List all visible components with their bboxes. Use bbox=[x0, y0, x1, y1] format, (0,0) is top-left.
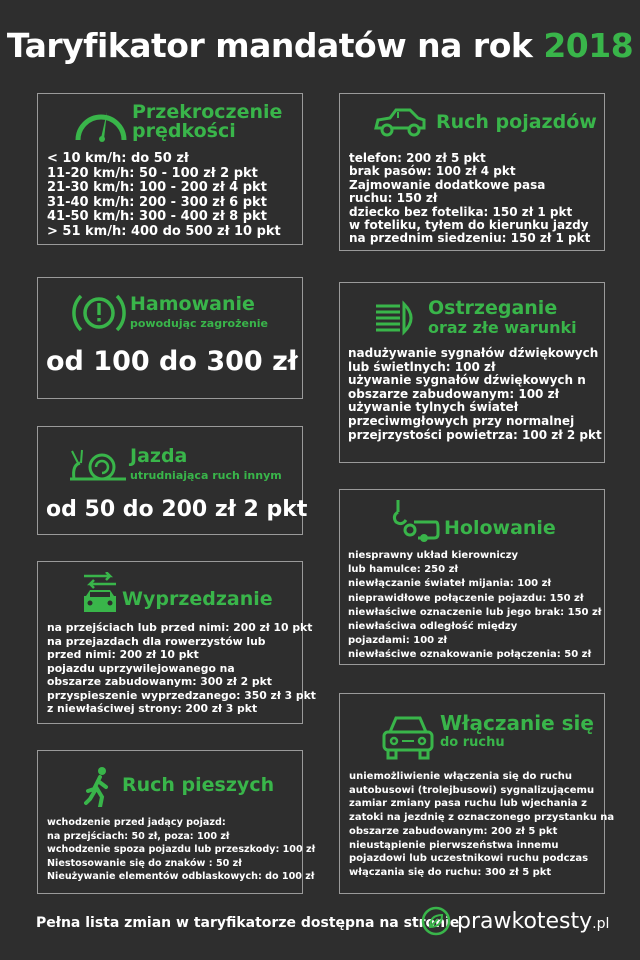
snail-icon bbox=[64, 445, 130, 487]
list-item: przyspieszenie wyprzedzanego: 350 zł 3 pkt bbox=[47, 688, 316, 702]
list-item: obszarze zabudowanym: 100 zł bbox=[348, 386, 560, 401]
brake-warning-icon bbox=[72, 290, 126, 336]
card-title: Hamowanie bbox=[130, 292, 255, 315]
card-body bbox=[349, 770, 614, 880]
list-item: nadużywanie sygnałów dźwiękowych bbox=[348, 346, 599, 360]
list-item: Niestosowanie się do znaków : 50 zł bbox=[47, 857, 242, 869]
headlight-icon bbox=[374, 300, 420, 336]
list-item: wchodzenie spoza pojazdu lub przeszkody: 100 zł bbox=[47, 844, 316, 856]
card-merging bbox=[339, 693, 615, 894]
card-body bbox=[47, 816, 315, 884]
brand-logo[interactable] bbox=[421, 906, 609, 936]
car-front-icon bbox=[380, 712, 436, 762]
brand-name: prawkotesty bbox=[457, 908, 593, 934]
list-item: uniemożliwienie włączenia się do ruchu bbox=[349, 771, 573, 782]
list-item: telefon: 200 zł 5 pkt bbox=[349, 151, 486, 165]
card-title: Przekroczenie bbox=[132, 101, 283, 123]
card-braking bbox=[37, 277, 303, 399]
list-item: z niewłaściwej strony: 200 zł 3 pkt bbox=[47, 702, 258, 715]
pedestrian-icon bbox=[84, 767, 114, 807]
card-value: od 100 do 300 zł bbox=[46, 346, 298, 377]
speedometer-icon bbox=[72, 102, 130, 146]
list-item: lub świetlnych: 100 zł bbox=[348, 359, 496, 374]
list-item: na przejściach lub przed nimi: 200 zł 10 pkt bbox=[47, 621, 313, 634]
card-subtitle: powodując zagrożenie bbox=[130, 316, 269, 330]
list-item: przed nimi: 200 zł 10 pkt bbox=[47, 648, 199, 661]
list-item: lub hamulce: 250 zł bbox=[348, 564, 459, 576]
list-item: nieprawidłowe połączenie pojazdu: 150 zł bbox=[348, 592, 584, 604]
list-item: zatoki na jezdnię z oznaczonego przystanku na bbox=[349, 812, 615, 824]
card-title-line2: oraz złe warunki bbox=[428, 318, 577, 337]
tow-hook-icon bbox=[388, 498, 440, 544]
card-overtaking bbox=[37, 561, 316, 724]
card-body bbox=[47, 152, 281, 239]
list-item: autobusowi (trolejbusowi) sygnalizującemu bbox=[349, 784, 595, 796]
card-pedestrian bbox=[37, 750, 316, 894]
list-item: 11-20 km/h: 50 - 100 zł 2 pkt bbox=[47, 165, 258, 181]
card-body bbox=[348, 549, 602, 663]
list-item: na przejazdach dla rowerzystów lub bbox=[47, 634, 266, 648]
list-item: przeciwmgłowych przy normalnej bbox=[348, 413, 575, 428]
card-title: Holowanie bbox=[444, 516, 556, 539]
card-subtitle: do ruchu bbox=[440, 735, 505, 750]
card-subtitle: utrudniająca ruch innym bbox=[130, 468, 282, 482]
card-title: Ostrzeganie bbox=[428, 297, 558, 319]
card-body bbox=[348, 347, 602, 442]
card-title: Wyprzedzanie bbox=[122, 587, 273, 610]
list-item: pojazdowi lub uczestnikowi ruchu podczas bbox=[349, 853, 589, 865]
list-item: niewłaściwa odległość między bbox=[348, 621, 518, 633]
list-item: Nieużywanie elementów odblaskowych: do 100 zł bbox=[47, 871, 315, 883]
card-vehicle-traffic bbox=[339, 93, 605, 251]
leaf-logo-icon bbox=[421, 906, 451, 936]
page-title: Taryfikator mandatów na rok 2018 bbox=[6, 26, 634, 65]
car-icon bbox=[372, 106, 428, 138]
card-value: od 50 do 200 zł 2 pkt bbox=[46, 497, 308, 522]
list-item: niewłaściwe oznaczenie lub jego brak: 150 zł bbox=[348, 606, 602, 618]
list-item: pojazdami: 100 zł bbox=[348, 635, 448, 647]
list-item: dziecko bez fotelika: 150 zł 1 pkt bbox=[349, 204, 573, 219]
list-item: > 51 km/h: 400 do 500 zł 10 pkt bbox=[47, 223, 281, 239]
card-towing bbox=[339, 489, 605, 665]
list-item: przejrzystości powietrza: 100 zł 2 pkt bbox=[348, 427, 602, 442]
list-item: 31-40 km/h: 200 - 300 zł 6 pkt bbox=[47, 194, 267, 210]
card-obstructing bbox=[37, 426, 308, 535]
footer-text: Pełna lista zmian w taryfikatorze dostępna na stronie bbox=[36, 915, 460, 931]
list-item: 41-50 km/h: 300 - 400 zł 8 pkt bbox=[47, 209, 267, 224]
list-item: Zajmowanie dodatkowe pasa bbox=[349, 177, 546, 192]
list-item: obszarze zabudowanym: 200 zł 5 pkt bbox=[349, 825, 558, 837]
list-item: włączania się do ruchu: 300 zł 5 pkt bbox=[349, 866, 552, 878]
card-title: Ruch pojazdów bbox=[436, 110, 597, 133]
card-title: Włączanie się bbox=[440, 711, 594, 735]
list-item: na przejściach: 50 zł, poza: 100 zł bbox=[47, 830, 230, 842]
card-title: Jazda bbox=[130, 444, 188, 467]
card-title: Ruch pieszych bbox=[122, 773, 275, 796]
list-item: używanie sygnałów dźwiękowych n bbox=[348, 373, 586, 388]
list-item: wchodzenie przed jadący pojazd: bbox=[47, 817, 226, 828]
card-body bbox=[47, 621, 316, 716]
list-item: obszarze zabudowanym: 300 zł 2 pkt bbox=[47, 675, 272, 688]
list-item: ruchu: 150 zł bbox=[349, 191, 438, 206]
list-item: brak pasów: 100 zł 4 pkt bbox=[349, 164, 516, 179]
list-item: nieustąpienie pierwszeństwa innemu bbox=[349, 839, 559, 851]
list-item: 21-30 km/h: 100 - 200 zł 4 pkt bbox=[47, 180, 267, 195]
list-item: niesprawny układ kierowniczy bbox=[348, 550, 519, 561]
list-item: pojazdu uprzywilejowanego na bbox=[47, 661, 235, 675]
list-item: w foteliku, tyłem do kierunku jazdy bbox=[349, 218, 589, 233]
card-speeding bbox=[37, 93, 303, 245]
brand-tld: .pl bbox=[592, 915, 610, 932]
overtaking-car-icon bbox=[80, 572, 120, 614]
list-item: niewłączanie świateł mijania: 100 zł bbox=[348, 578, 552, 590]
list-item: niewłaściwe oznakowanie połączenia: 50 zł bbox=[348, 649, 592, 661]
card-body bbox=[349, 152, 590, 246]
title-year: 2018 bbox=[543, 26, 634, 65]
card-warning bbox=[339, 282, 605, 463]
list-item: zamiar zmiany pasa ruchu lub wjechania z bbox=[349, 798, 587, 810]
list-item: używanie tylnych świateł bbox=[348, 400, 519, 415]
list-item: < 10 km/h: do 50 zł bbox=[47, 151, 189, 166]
card-title-line2: prędkości bbox=[132, 120, 236, 142]
list-item: na przednim siedzeniu: 150 zł 1 pkt bbox=[349, 231, 591, 246]
